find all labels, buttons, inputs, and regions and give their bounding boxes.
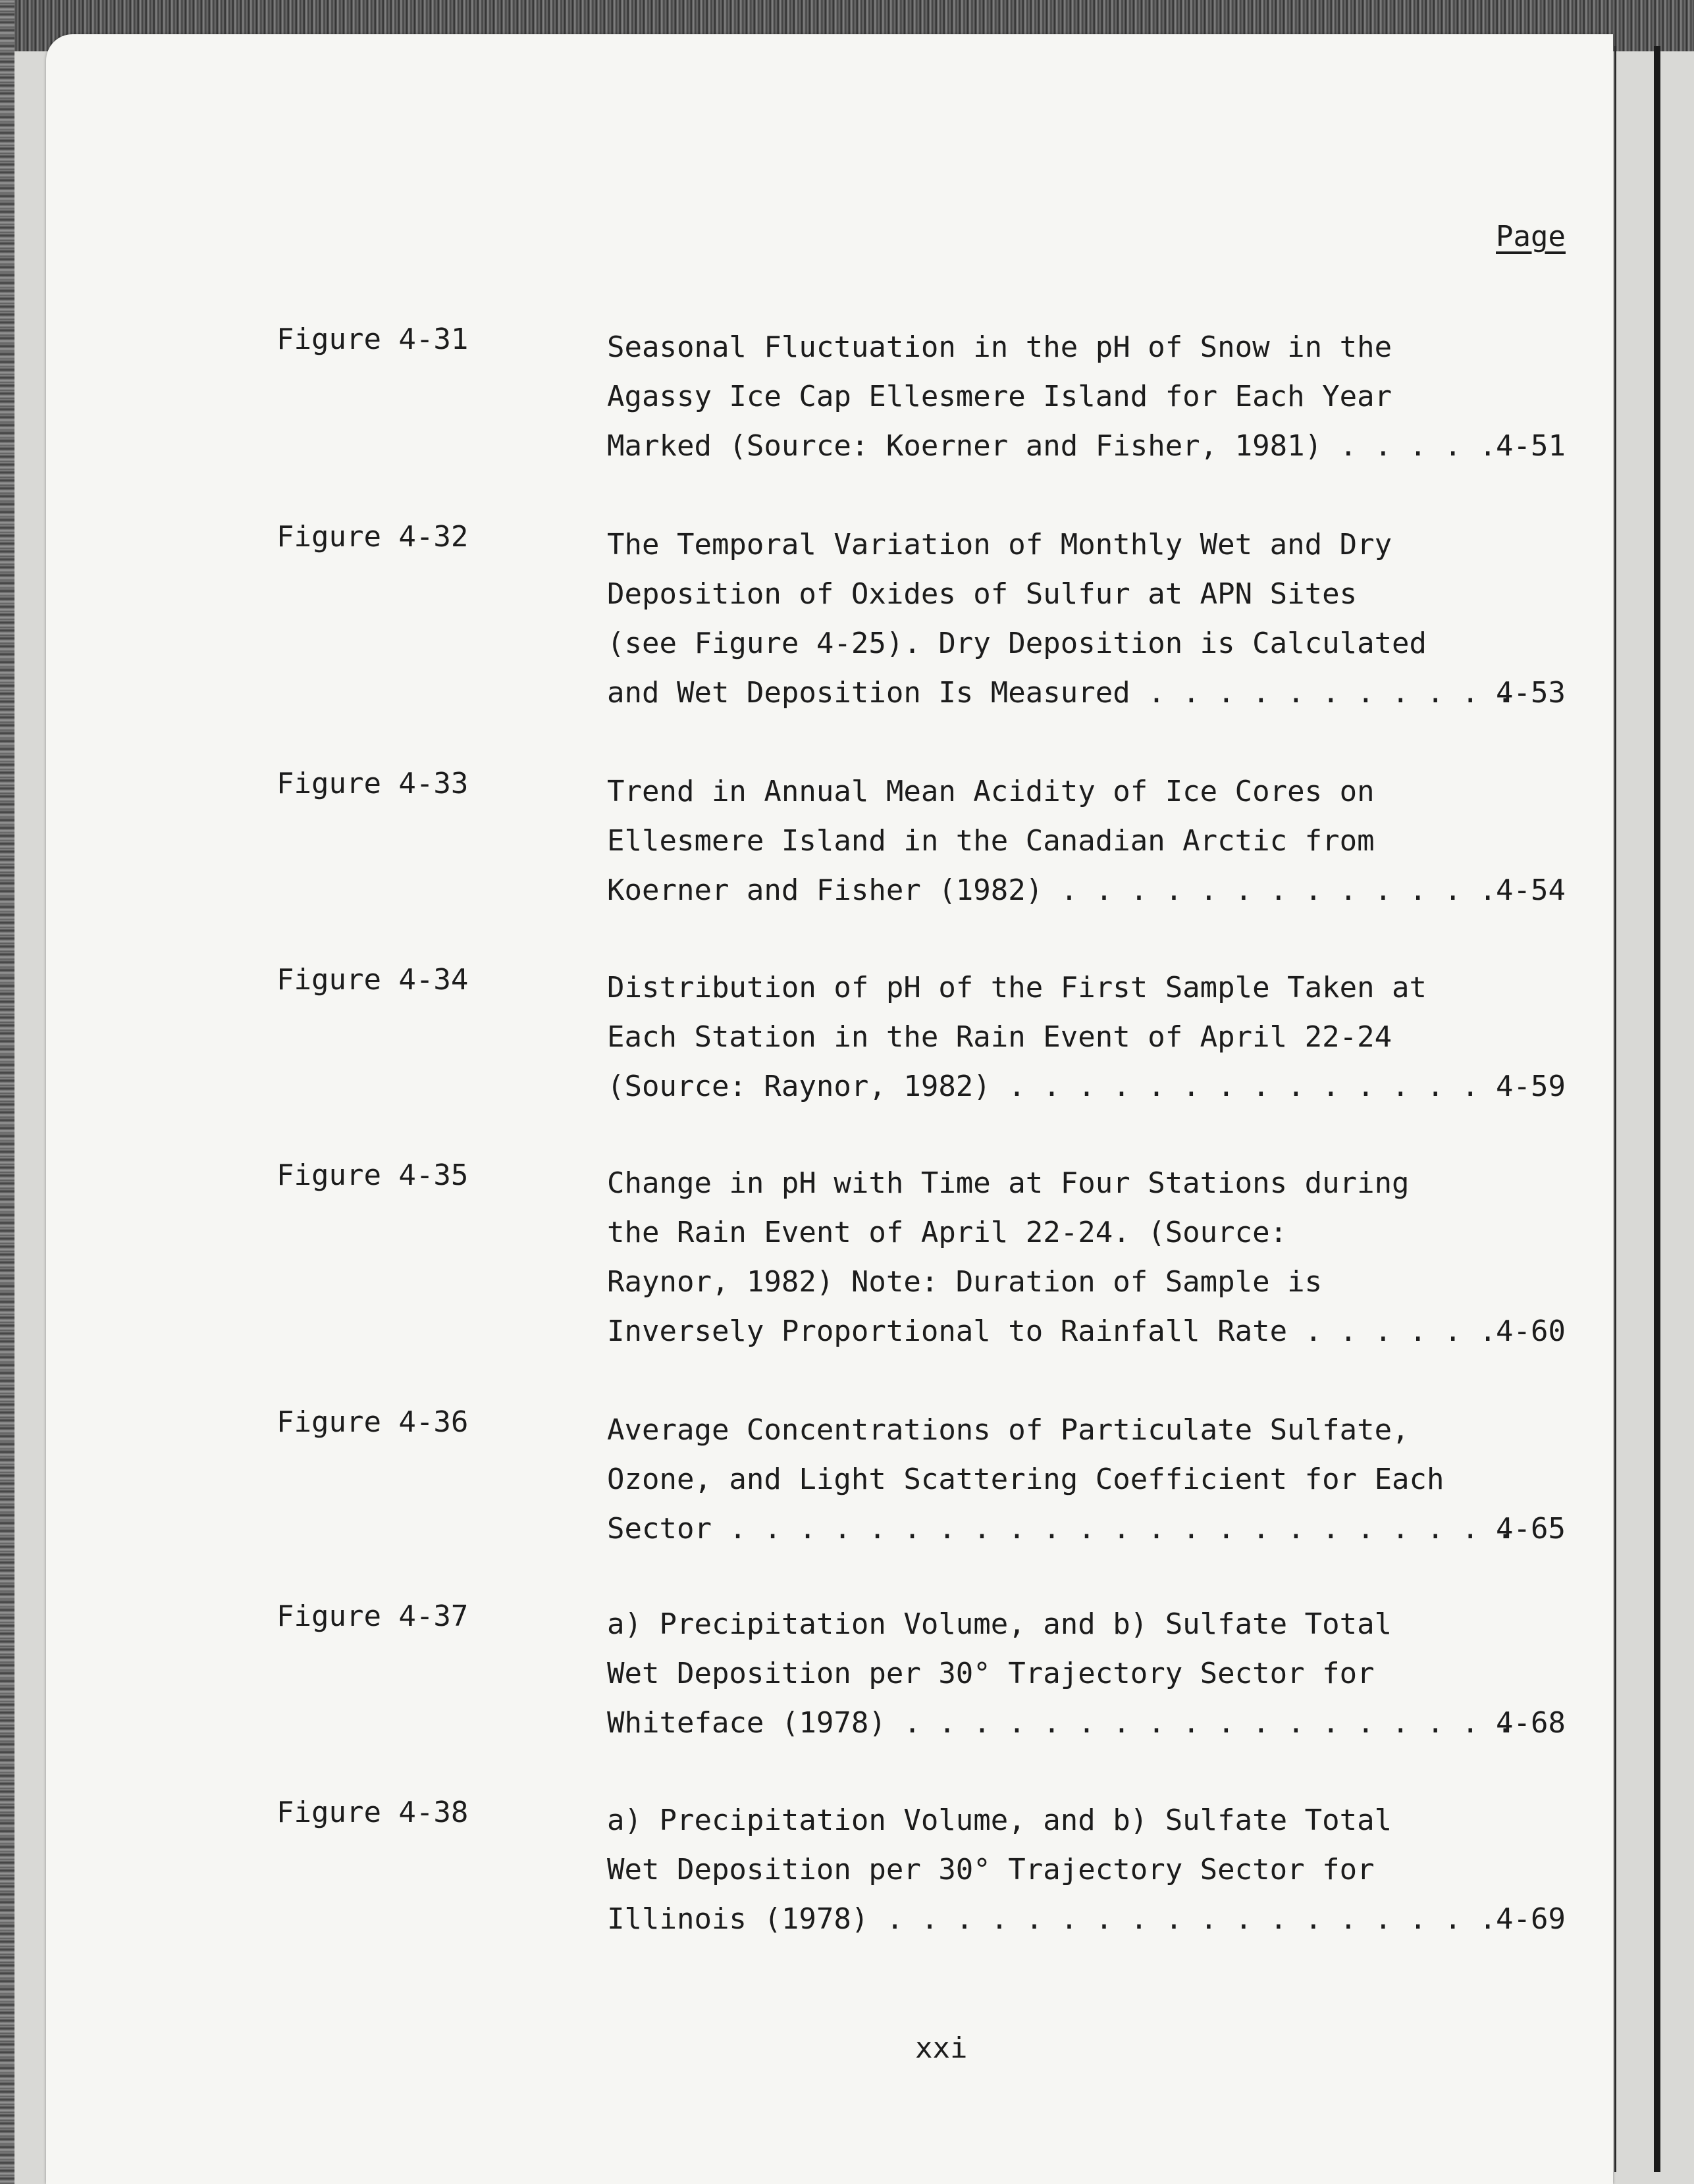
page-number: xxi <box>915 2031 968 2065</box>
figure-caption <box>607 1796 1497 1944</box>
caption-line: Raynor, 1982) Note: Duration of Sample is <box>607 1265 1323 1299</box>
caption-line: a) Precipitation Volume, and b) Sulfate Total <box>607 1804 1392 1837</box>
figure-label: Figure 4-38 <box>277 1796 469 1829</box>
caption-line: (Source: Raynor, 1982) . . . . . . . . . . . . . . <box>607 1070 1479 1103</box>
figure-caption <box>607 1158 1497 1356</box>
figure-page-number: 4-68 <box>1496 1706 1566 1740</box>
caption-line: Seasonal Fluctuation in the pH of Snow in the <box>607 330 1392 364</box>
figure-label: Figure 4-33 <box>277 767 469 800</box>
figure-caption <box>607 1599 1514 1748</box>
figure-page-number: 4-54 <box>1496 873 1566 907</box>
figure-label: Figure 4-34 <box>277 963 469 997</box>
caption-line: Agassy Ice Cap Ellesmere Island for Each Year <box>607 380 1392 413</box>
caption-line: Koerner and Fisher (1982) . . . . . . . . . . . . . <box>607 873 1497 907</box>
figure-page-number: 4-51 <box>1496 429 1566 463</box>
figure-label: Figure 4-32 <box>277 520 469 554</box>
figure-caption <box>607 767 1497 915</box>
page-edge-line <box>1614 46 1616 2172</box>
caption-line: Marked (Source: Koerner and Fisher, 1981) . . . . . <box>607 429 1497 463</box>
caption-line: Illinois (1978) . . . . . . . . . . . . . . . . . . <box>607 1902 1497 1936</box>
caption-line: (see Figure 4-25). Dry Deposition is Calculated <box>607 627 1427 660</box>
caption-line: the Rain Event of April 22-24. (Source: <box>607 1216 1288 1249</box>
caption-line: a) Precipitation Volume, and b) Sulfate Total <box>607 1607 1392 1641</box>
figure-page-number: 4-60 <box>1496 1314 1566 1348</box>
caption-line: Inversely Proportional to Rainfall Rate . . . . . . <box>607 1314 1497 1348</box>
caption-line: Wet Deposition per 30° Trajectory Sector for <box>607 1853 1375 1886</box>
caption-line: Distribution of pH of the First Sample Taken at <box>607 971 1427 1004</box>
figure-page-number: 4-59 <box>1496 1070 1566 1103</box>
caption-line: The Temporal Variation of Monthly Wet and Dry <box>607 528 1392 561</box>
caption-line: and Wet Deposition Is Measured . . . . . . . . . . . <box>607 676 1514 710</box>
page-column-heading: Page <box>1496 220 1566 253</box>
caption-line: Ellesmere Island in the Canadian Arctic from <box>607 824 1375 858</box>
figure-caption <box>607 1405 1514 1553</box>
scan-border-left <box>0 0 14 2184</box>
figure-label: Figure 4-36 <box>277 1405 469 1439</box>
caption-line: Wet Deposition per 30° Trajectory Sector for <box>607 1657 1375 1690</box>
caption-line: Ozone, and Light Scattering Coefficient for Each <box>607 1463 1444 1496</box>
caption-line: Each Station in the Rain Event of April 22-24 <box>607 1020 1392 1054</box>
caption-line: Deposition of Oxides of Sulfur at APN Sites <box>607 577 1358 611</box>
figure-caption <box>607 963 1489 1111</box>
caption-line: Whiteface (1978) . . . . . . . . . . . . . . . . . . <box>607 1706 1514 1740</box>
figure-label: Figure 4-37 <box>277 1599 469 1633</box>
page-edge-shadow <box>1654 46 1660 2172</box>
figure-page-number: 4-53 <box>1496 676 1566 710</box>
figure-caption <box>607 520 1514 717</box>
caption-line: Change in pH with Time at Four Stations during <box>607 1166 1410 1200</box>
figure-label: Figure 4-35 <box>277 1158 469 1192</box>
caption-line: Trend in Annual Mean Acidity of Ice Cores on <box>607 775 1375 808</box>
figure-caption <box>607 323 1497 471</box>
figure-label: Figure 4-31 <box>277 323 469 356</box>
figure-page-number: 4-65 <box>1496 1512 1566 1546</box>
caption-line: Sector . . . . . . . . . . . . . . . . . . . . . . . <box>607 1512 1514 1546</box>
figure-page-number: 4-69 <box>1496 1902 1566 1936</box>
caption-line: Average Concentrations of Particulate Sulfate, <box>607 1413 1410 1447</box>
